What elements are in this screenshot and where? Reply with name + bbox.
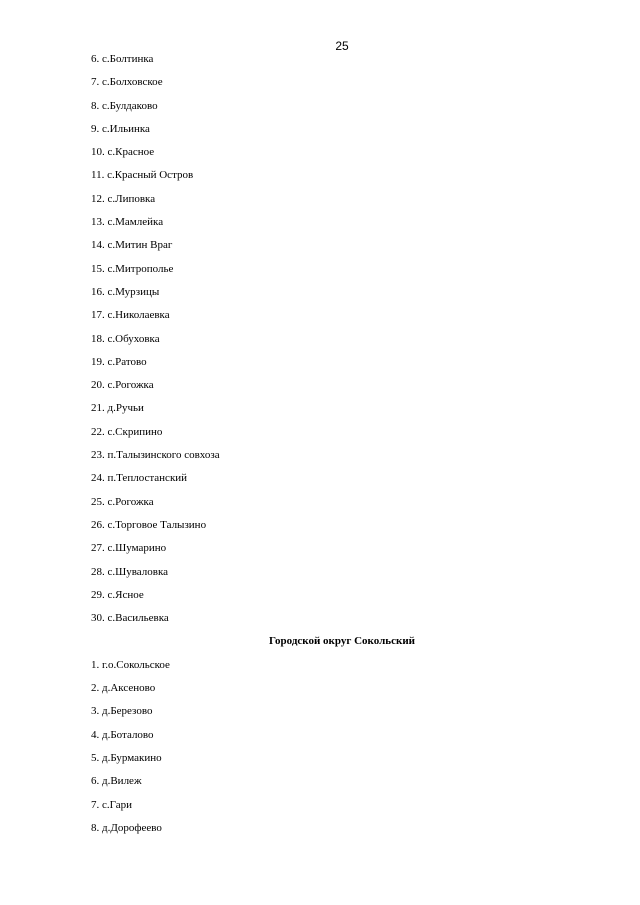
list-item: 14. с.Митин Враг <box>91 239 173 252</box>
list-item: 28. с.Шуваловка <box>91 565 168 578</box>
list-item: 20. с.Рогожка <box>91 379 154 392</box>
list-item: 12. с.Липовка <box>91 192 156 205</box>
page-number: 25 <box>335 39 349 53</box>
list-item: 24. п.Теплостанский <box>91 472 188 485</box>
list-item: 29. с.Ясное <box>91 588 144 601</box>
list-item: 13. с.Мамлейка <box>91 216 164 229</box>
list-item: 9. с.Ильинка <box>91 122 150 135</box>
list-item: 8. с.Булдаково <box>91 99 158 112</box>
list-item: 19. с.Ратово <box>91 355 147 368</box>
list-item: 22. с.Скрипино <box>91 425 163 438</box>
list-item: 18. с.Обуховка <box>91 332 160 345</box>
list-item: 16. с.Мурзицы <box>91 285 160 298</box>
list-item: 30. с.Васильевка <box>91 612 169 625</box>
settlement-list <box>91 52 591 844</box>
list-item: 15. с.Митрополье <box>91 262 174 275</box>
list-item: 25. с.Рогожка <box>91 495 154 508</box>
list-item: 7. с.Болховское <box>91 76 163 89</box>
list-item: 23. п.Талызинского совхоза <box>91 449 220 462</box>
section-heading: Городской округ Сокольский <box>269 635 415 648</box>
list-item: 27. с.Шумарино <box>91 542 167 555</box>
list-item: 11. с.Красный Остров <box>91 169 194 182</box>
list-item: 26. с.Торговое Талызино <box>91 518 207 531</box>
list-item: 4. д.Боталово <box>91 728 154 741</box>
list-item: 10. с.Красное <box>91 146 155 159</box>
list-item: 6. с.Болтинка <box>91 53 154 65</box>
list-item: 8. д.Дорофеево <box>91 821 162 834</box>
list-item: 21. д.Ручьи <box>91 402 144 415</box>
list-item: 7. с.Гари <box>91 798 132 811</box>
list-item: 6. д.Вилеж <box>91 775 142 788</box>
list-item: 3. д.Березово <box>91 705 153 718</box>
list-item: 1. г.о.Сокольское <box>91 658 170 671</box>
list-item: 17. с.Николаевка <box>91 309 170 322</box>
list-item: 5. д.Бурмакино <box>91 751 162 764</box>
list-item: 2. д.Аксеново <box>91 682 156 695</box>
